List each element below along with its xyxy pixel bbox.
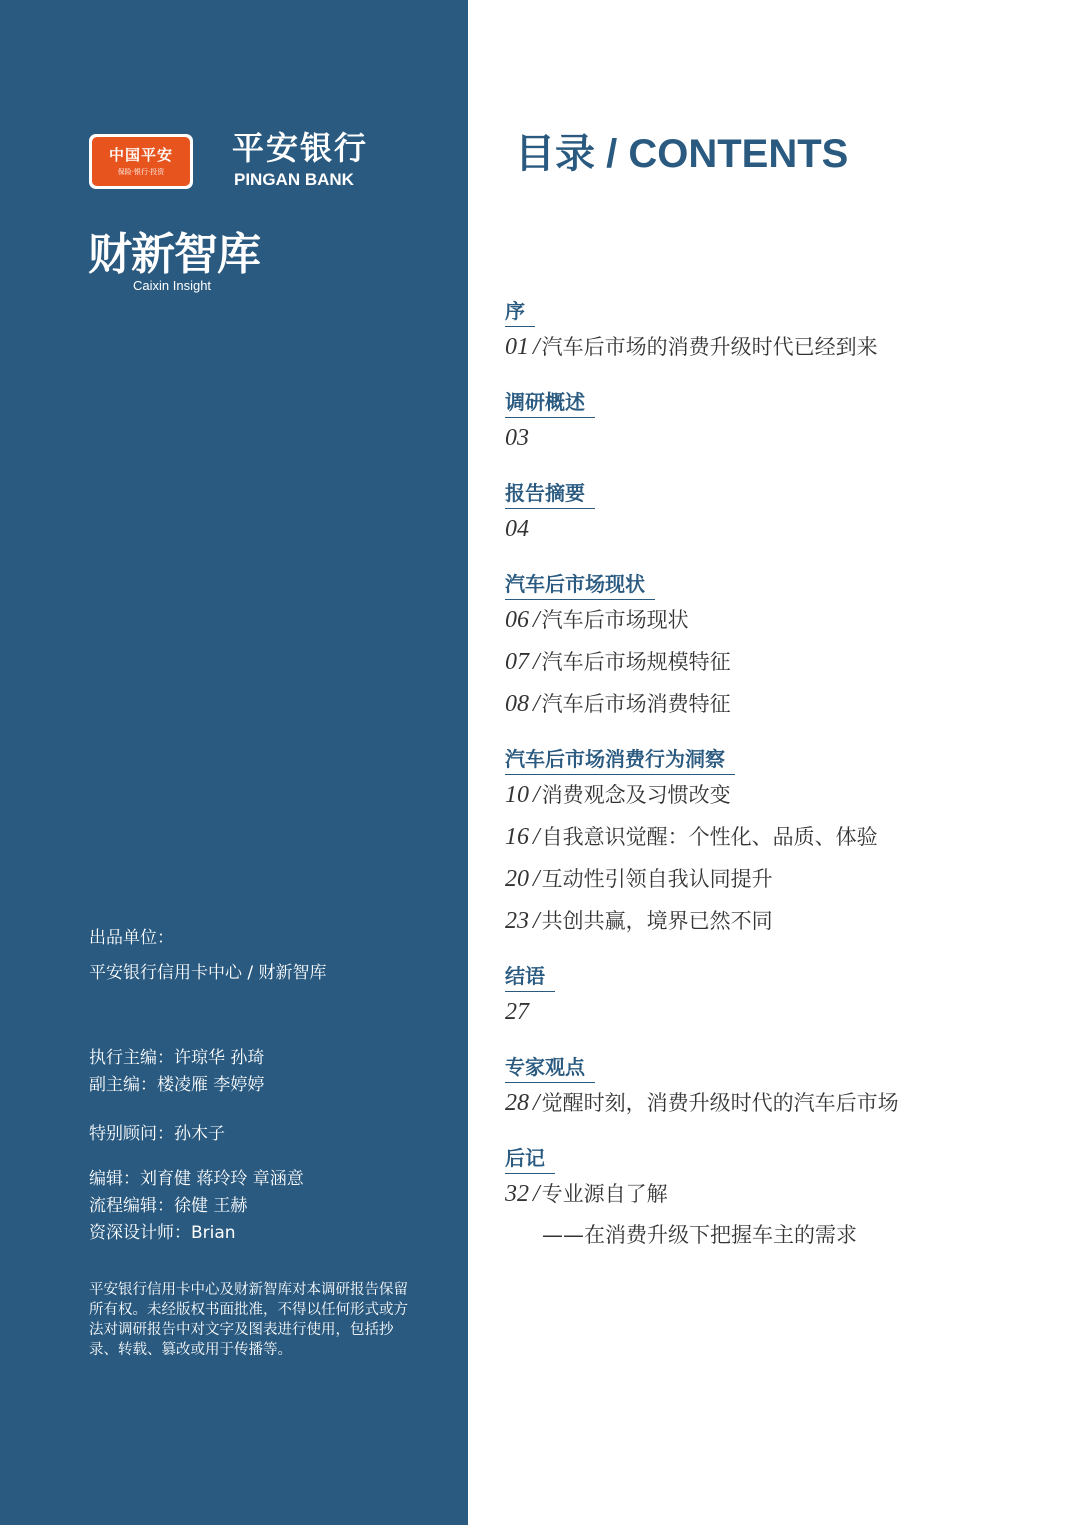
toc-section [505, 1143, 1065, 1254]
toc-entry[interactable] [505, 509, 1065, 551]
toc-separator: / [533, 866, 540, 892]
toc-separator: / [533, 824, 540, 850]
toc-section [505, 569, 1065, 726]
toc-page-number: 23 [505, 908, 529, 934]
toc-section-heading: 汽车后市场消费行为洞察 [505, 744, 735, 775]
toc-separator: / [533, 1090, 540, 1116]
toc-entry-title: 汽车后市场规模特征 [541, 650, 731, 674]
toc-separator: / [533, 334, 540, 360]
executive-editors: 执行主编：许琼华 孙琦 [89, 1048, 265, 1068]
toc-entry[interactable] [505, 817, 1065, 859]
toc-page-number: 03 [505, 425, 529, 451]
credits-spacer [89, 1099, 449, 1121]
toc-section-heading: 后记 [505, 1143, 555, 1174]
toc-section-heading: 序 [505, 296, 535, 327]
ping-an-logo-badge [92, 137, 190, 186]
toc-page-number: 16 [505, 824, 529, 850]
toc-section-heading: 汽车后市场现状 [505, 569, 655, 600]
toc-entry[interactable] [505, 1083, 1065, 1125]
toc-entry-title: 共创共赢，境界已然不同 [541, 909, 773, 933]
toc-entry-title: 专业源自了解 [541, 1182, 668, 1206]
ping-an-bank-name-en: PINGAN BANK [234, 170, 354, 189]
toc-entry-title: 汽车后市场现状 [541, 608, 689, 632]
toc-entry[interactable] [505, 327, 1065, 369]
toc-page-number: 07 [505, 649, 529, 675]
toc-entry[interactable] [505, 418, 1065, 460]
toc-separator: / [533, 649, 540, 675]
senior-designer: 资深设计师：Brian [89, 1223, 236, 1243]
toc-entry-title: 汽车后市场的消费升级时代已经到来 [541, 335, 878, 359]
toc-entry-title: 互动性引领自我认同提升 [541, 867, 773, 891]
table-of-contents [505, 296, 1065, 1272]
toc-section [505, 1052, 1065, 1125]
toc-section-heading: 专家观点 [505, 1052, 595, 1083]
left-panel [0, 0, 468, 1525]
toc-entry-subtitle: ——在消费升级下把握车主的需求 [542, 1223, 857, 1247]
toc-entry[interactable] [505, 600, 1065, 642]
toc-section-heading: 调研概述 [505, 387, 595, 418]
credits-spacer [89, 987, 449, 1027]
toc-page-number: 04 [505, 516, 529, 542]
toc-separator: / [533, 782, 540, 808]
toc-page-number: 10 [505, 782, 529, 808]
deputy-editors: 副主编：楼凌雁 李婷婷 [89, 1075, 265, 1095]
toc-page-number: 32 [505, 1181, 529, 1207]
toc-section [505, 296, 1065, 369]
toc-section [505, 387, 1065, 460]
toc-page-number: 28 [505, 1090, 529, 1116]
ping-an-logo-main-text: 中国平安 [108, 146, 173, 164]
toc-entry-title: 自我意识觉醒：个性化、品质、体验 [541, 825, 878, 849]
ping-an-logo [89, 134, 193, 189]
toc-page-number: 01 [505, 334, 529, 360]
ping-an-bank-name-cn: 平安银行 [232, 129, 369, 167]
toc-entry[interactable] [505, 901, 1065, 943]
producer: 平安银行信用卡中心 / 财新智库 [89, 963, 327, 983]
toc-section [505, 478, 1065, 551]
credits-block [89, 925, 449, 1247]
process-editors: 流程编辑：徐健 王赫 [89, 1196, 248, 1216]
toc-page-number: 27 [505, 999, 529, 1025]
toc-entry-title: 觉醒时刻，消费升级时代的汽车后市场 [541, 1091, 899, 1115]
contents-title: 目录 / CONTENTS [515, 132, 849, 176]
toc-page-number: 08 [505, 691, 529, 717]
toc-separator: / [533, 1181, 540, 1207]
toc-separator: / [533, 607, 540, 633]
toc-entry-title: 消费观念及习惯改变 [541, 783, 731, 807]
producer-label: 出品单位： [89, 928, 174, 948]
toc-entry[interactable] [505, 642, 1065, 684]
toc-section [505, 744, 1065, 943]
toc-section [505, 961, 1065, 1034]
copyright-notice: 平安银行信用卡中心及财新智库对本调研报告保留所有权。未经版权书面批准，不得以任何形式或方法对调研报告中对文字及图表进行使用，包括抄录、转载、篡改或用于传播等。 [89, 1282, 408, 1358]
toc-entry-title: 汽车后市场消费特征 [541, 692, 731, 716]
toc-section-heading: 报告摘要 [505, 478, 595, 509]
toc-page-number: 06 [505, 607, 529, 633]
toc-entry[interactable] [505, 859, 1065, 901]
caixin-logo-en: Caixin Insight [133, 278, 212, 293]
special-advisor: 特别顾问：孙木子 [89, 1124, 225, 1144]
toc-entry[interactable] [505, 775, 1065, 817]
ping-an-logo-sub-text: 保险·银行·投资 [117, 168, 165, 176]
toc-separator: / [533, 691, 540, 717]
toc-entry[interactable] [505, 1174, 1065, 1216]
caixin-logo-cn: 财新智库 [88, 229, 260, 280]
toc-page-number: 20 [505, 866, 529, 892]
toc-section-heading: 结语 [505, 961, 555, 992]
credits-spacer [89, 1148, 449, 1166]
toc-entry[interactable] [505, 992, 1065, 1034]
toc-entry[interactable] [505, 684, 1065, 726]
editors: 编辑：刘育健 蒋玲玲 章涵意 [89, 1169, 304, 1189]
toc-separator: / [533, 908, 540, 934]
